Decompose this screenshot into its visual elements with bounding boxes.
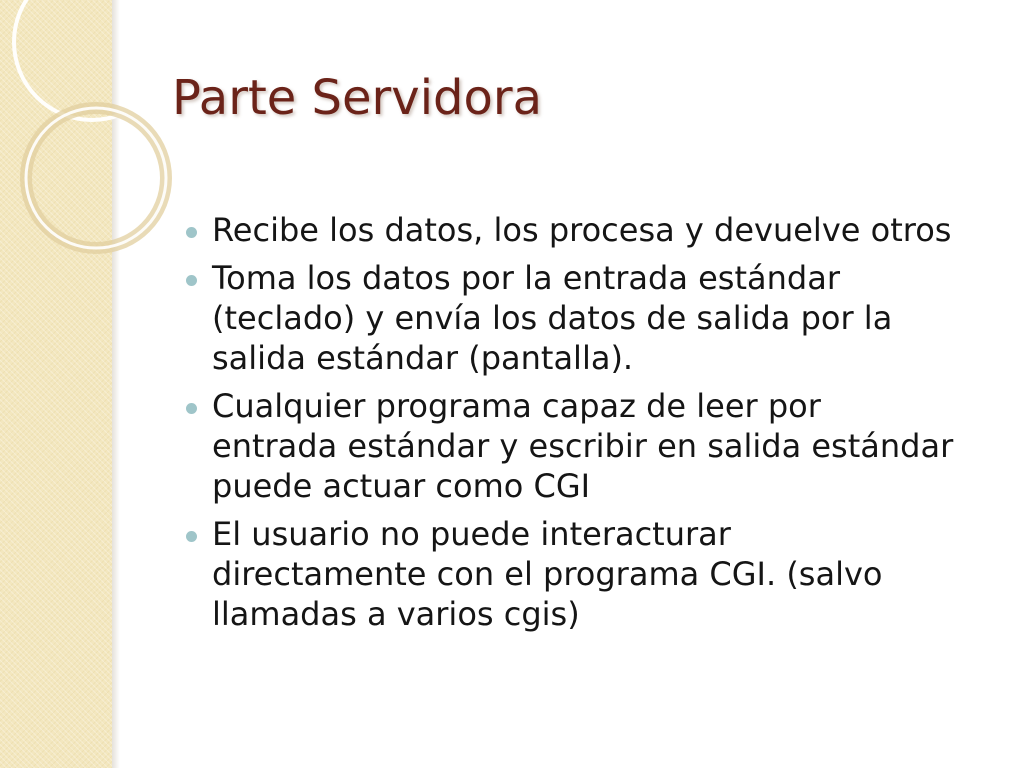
bullet-item (186, 386, 954, 506)
bullet-dot-icon (186, 275, 197, 286)
bullet-dot-icon (186, 531, 197, 542)
bullet-text: El usuario no puede interacturar directamente con el programa CGI. (salvo llamadas a varios cgis) (212, 515, 883, 633)
bullet-text: Cualquier programa capaz de leer por entrada estándar y escribir en salida estándar puede actuar como CGI (212, 387, 954, 505)
bullet-dot-icon (186, 403, 197, 414)
bullet-text: Recibe los datos, los procesa y devuelve otros (212, 211, 952, 249)
content-area (186, 210, 954, 642)
bullet-text: Toma los datos por la entrada estándar (teclado) y envía los datos de salida por la salida estándar (pantalla). (212, 259, 893, 377)
bullet-item (186, 258, 954, 378)
bullet-item (186, 514, 954, 634)
bullet-item (186, 210, 954, 250)
bullet-dot-icon (186, 227, 197, 238)
bullet-list (186, 210, 954, 634)
slide-title: Parte Servidora (172, 70, 543, 126)
